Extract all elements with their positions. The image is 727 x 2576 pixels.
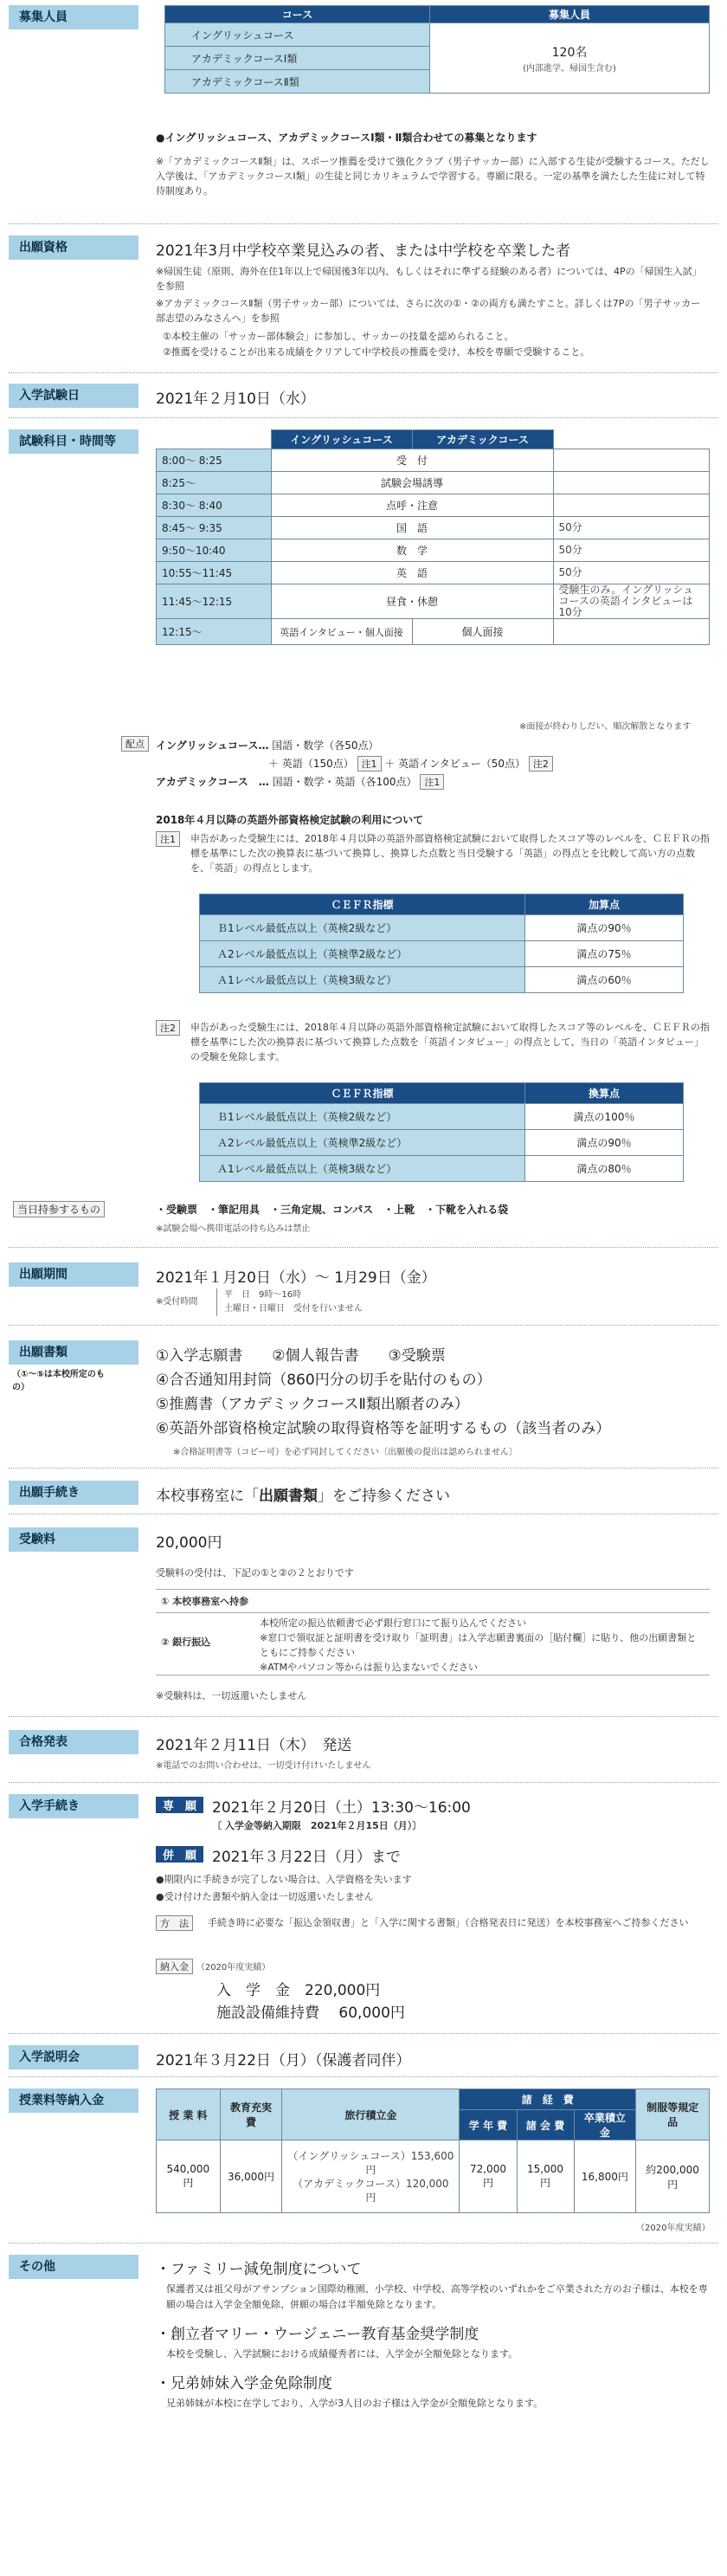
- scoring-academic: アカデミックコース … 国語・数学・英語（各100点） 注1: [156, 774, 444, 790]
- cefr-level: Ａ2レベル最低点以上（英検準2級など）: [200, 1130, 525, 1156]
- qualification-main: 2021年3月中学校卒業見込みの者、または中学校を卒業した者: [156, 242, 571, 260]
- procedure-text: 本校事務室に「出願書類」をご持参ください: [156, 1488, 450, 1505]
- schedule-activity: 受 付: [271, 449, 553, 472]
- schedule-activity: 昼食・休憩: [271, 584, 553, 619]
- col-course: コース: [165, 6, 430, 23]
- exclusive-pill: 専 願: [156, 1797, 203, 1813]
- schedule-time: 8:00〜 8:25: [157, 449, 272, 472]
- reception-hours: 平 日 9時〜16時 土曜日・日曜日 受付を行いません: [216, 1288, 363, 1316]
- recruit-note: ※「アカデミックコースⅡ類」は、スポーツ推薦を受けて強化クラブ（男子サッカー部）に入部する生徒が受験するコース。ただし入学後は、「アカデミックコースⅠ類」の生徒と同じカリキュラムで学習する。専願に限る。一定の基準を満たした生徒に対して特待制度あり。: [156, 156, 710, 197]
- bring-note: ※試験会場へ携帯電話の持ち込みは禁止: [156, 1224, 311, 1234]
- schedule-note: ※面接が終わりしだい、順次解散となります: [519, 722, 692, 732]
- cefr-level: Ｂ1レベル最低点以上（英検2級など）: [200, 1104, 525, 1130]
- enroll-bullet-1: ●期限内に手続きが完了しない場合は、入学資格を失います: [156, 1874, 412, 1885]
- cefr-head-converted: 換算点: [525, 1083, 684, 1104]
- cefr-table-1: [199, 894, 684, 993]
- reception-hours-label: ※受付時間: [156, 1297, 198, 1307]
- tuition-value: 15,000円: [517, 2140, 574, 2213]
- schedule-duration: [553, 494, 710, 517]
- tuition-subhead: 学 年 費: [460, 2110, 517, 2140]
- schedule-duration: [553, 449, 710, 472]
- bring-items: ・受験票 ・筆記用具 ・三角定規、コンパス ・上靴 ・下靴を入れる袋: [156, 1204, 509, 1216]
- concurrent-pill: 併 願: [156, 1846, 203, 1863]
- schedule-time: 8:45〜 9:35: [157, 517, 272, 539]
- schedule-duration: 50分: [553, 517, 710, 539]
- course-academic-1: アカデミックコースⅠ類: [165, 47, 430, 70]
- schedule-activity: 数 学: [271, 539, 553, 562]
- payment-deadline: 〔 入学金等納入期限 2021年２月15日（月）〕: [212, 1820, 422, 1831]
- tuition-subhead: 諸 会 費: [517, 2110, 574, 2140]
- schedule-time: 9:50〜10:40: [157, 539, 272, 562]
- payment-year: （2020年度実績）: [196, 1963, 271, 1972]
- note-1-tag: 注1: [156, 831, 180, 847]
- qualification-note-2: ※アカデミックコースⅡ類（男子サッカー部）については、さらに次の①・②の両方も満たすこと。詳しくは7Pの「男子サッカー部志望のみなさんへ」を参照: [156, 298, 701, 324]
- course-english: イングリッシュコース: [165, 23, 430, 47]
- cefr-score: 満点の80％: [525, 1156, 684, 1182]
- fee-note: ※受験料は、一切返還いたしません: [156, 1690, 307, 1701]
- qualification-note-1: ※帰国生徒（原則、海外在住1年以上で帰国後3年以内、もしくはそれに準ずる経験のある者）については、4Pの「帰国生入試」を参照: [156, 266, 702, 292]
- schedule-duration: 50分: [553, 539, 710, 562]
- cefr-paragraph-2: 申告があった受験生には、2018年４月以降の英語外部資格検定試験において取得したスコア等のレベルを、ＣＥＦＲの指標を基準にした次の換算表に基づいて換算した点数を「英語インタビュー」の得点として、当日の「英語インタビュー」の受験を免除します。: [190, 1022, 710, 1062]
- schedule-academic-interview: 個人面接: [412, 619, 553, 645]
- section-label-recruit: 募集人員: [9, 5, 138, 29]
- schedule-head-english: イングリッシュコース: [271, 430, 412, 449]
- schedule-activity: 国 語: [271, 517, 553, 539]
- cefr-head: ＣＥＦＲ指標: [200, 894, 525, 915]
- scoring-tag: 配点: [121, 736, 149, 752]
- section-label-fee: 受験料: [9, 1527, 138, 1552]
- tuition-head: 教育充実費: [220, 2089, 282, 2140]
- schedule-duration: 受験生のみ。イングリッシュコースの英語インタビューは10分: [553, 584, 710, 619]
- exam-fee: 20,000円: [156, 1534, 222, 1552]
- tuition-value: 72,000円: [460, 2140, 517, 2213]
- method-text: 手続き時に必要な「振込金領収書」と「入学に関する書類」（合格発表日に発送）を本校事務室へご持参ください: [208, 1917, 689, 1928]
- section-label-briefing: 入学説明会: [9, 2045, 138, 2069]
- fee-description: 受験料の受付は、下記の①と②の２とおりです: [156, 1567, 354, 1579]
- col-count: 募集人員: [430, 6, 710, 23]
- cefr-title: 2018年４月以降の英語外部資格検定試験の利用について: [156, 814, 424, 826]
- section-label-result: 合格発表: [9, 1730, 138, 1754]
- concurrent-date: 2021年３月22日（月）まで: [212, 1849, 401, 1866]
- cefr-score: 満点の90％: [525, 1130, 684, 1156]
- cefr-paragraph-1: 申告があった受験生には、2018年４月以降の英語外部資格検定試験において取得したスコア等のレベルを、ＣＥＦＲの指標を基準にした次の換算表に基づいて換算し、換算した点数と当日受験する「英語」の得点とを比較して高い方の点数を、「英語」の得点とします。: [190, 833, 710, 874]
- schedule-time: 10:55〜11:45: [157, 562, 272, 584]
- docs-list: ①入学志願書 ②個人報告書 ③受験票 ④合否通知用封筒（860円分の切手を貼付のもの） ⑤推薦書（アカデミックコースⅡ類出願者のみ） ⑥英語外部資格検定試験の取得資格等を証明するもの（該当者のみ）: [156, 1347, 611, 1437]
- section-label-docs: 出願書類: [9, 1340, 138, 1365]
- section-label-exam-date: 入学試験日: [9, 384, 138, 408]
- tuition-head: 制服等規定品: [636, 2089, 710, 2140]
- tuition-head: 授 業 料: [157, 2089, 221, 2140]
- schedule-time: 12:15〜: [157, 619, 272, 645]
- cefr-score: 満点の60％: [525, 967, 684, 993]
- recruit-table: [164, 5, 710, 94]
- note-2-tag: 注2: [156, 1020, 180, 1036]
- scoring-english: イングリッシュコース… 国語・数学（各50点）: [156, 739, 379, 752]
- section-label-procedure: 出願手続き: [9, 1481, 138, 1505]
- section-label-enrollment: 入学手続き: [9, 1794, 138, 1818]
- section-label-schedule: 試験科目・時間等: [9, 429, 138, 454]
- cefr-head: ＣＥＦＲ指標: [200, 1083, 525, 1104]
- fee-option-2: ② 銀行振込 本校所定の振込依頼書で必ず銀行窓口にて振り込んでください ※窓口で領収証と証明書を受け取り「証明書」は入学志願書裏面の［貼付欄］に貼り、他の出願書類とともにご持参ください ※ATMやパソコン等からは振り込まないでください: [156, 1612, 710, 1675]
- tuition-head: 諸 経 費: [460, 2089, 636, 2110]
- qualification-note-3: ①本校主催の「サッカー部体験会」に参加し、サッカーの技量を認められること。: [163, 331, 514, 342]
- schedule-activity: 英 語: [271, 562, 553, 584]
- cefr-level: Ｂ1レベル最低点以上（英検2級など）: [200, 915, 525, 941]
- tuition-value: 540,000円: [157, 2140, 221, 2213]
- schedule-english-interview: 英語インタビュー・個人面接: [271, 619, 412, 645]
- exclusive-date: 2021年２月20日（土）13:30〜16:00: [212, 1799, 471, 1817]
- tuition-table: [156, 2089, 710, 2213]
- exam-date: 2021年２月10日（水）: [156, 391, 315, 408]
- enroll-bullet-2: ●受け付けた書類や納入金は一切返還いたしません: [156, 1891, 374, 1902]
- payment-amounts: 入 学 金 220,000円 施設設備維持費 60,000円: [216, 1982, 405, 2022]
- section-label-bring: 当日持参するもの: [13, 1201, 105, 1217]
- tuition-note: （2020年度実績）: [636, 2224, 711, 2233]
- docs-note: ※合格証明書等（コピー可）を必ず同封してください〔出願後の提出は認められません〕: [173, 1448, 518, 1457]
- cefr-head-bonus: 加算点: [525, 894, 684, 915]
- docs-subnote: （①〜⑤は本校所定のもの）: [12, 1370, 105, 1392]
- recruit-count: 120名 (内部進学、帰国生含む): [430, 23, 710, 94]
- schedule-activity: 試験会場誘導: [271, 472, 553, 494]
- tuition-subhead: 卒業積立金: [574, 2110, 636, 2140]
- scoring-english-2: ＋ 英語（150点） 注1 ＋ 英語インタビュー（50点） 注2: [268, 756, 553, 772]
- section-label-period: 出願期間: [9, 1262, 138, 1287]
- tuition-value: 36,000円: [220, 2140, 282, 2213]
- method-tag: 方 法: [156, 1915, 193, 1931]
- cefr-level: Ａ1レベル最低点以上（英検3級など）: [200, 967, 525, 993]
- schedule-head-academic: アカデミックコース: [412, 430, 553, 449]
- cefr-score: 満点の90％: [525, 915, 684, 941]
- fee-option-1: ① 本校事務室へ持参: [156, 1589, 710, 1613]
- payment-tag: 納入金: [156, 1959, 193, 1974]
- tuition-value: 約200,000円: [636, 2140, 710, 2213]
- cefr-score: 満点の100％: [525, 1104, 684, 1130]
- schedule-table: [156, 429, 710, 645]
- cefr-table-2: [199, 1082, 684, 1182]
- tuition-head: 旅行積立金: [282, 2089, 460, 2140]
- cefr-score: 満点の75％: [525, 941, 684, 967]
- result-note: ※電話でのお問い合わせは、一切受け付けいたしません: [156, 1761, 371, 1771]
- qualification-note-4: ②推薦を受けることが出来る成績をクリアして中学校長の推薦を受け、本校を専願で受験すること。: [163, 346, 590, 358]
- recruit-bullet: ●イングリッシュコース、アカデミックコースⅠ類・Ⅱ類合わせての募集となります: [156, 132, 537, 144]
- schedule-time: 8:25〜: [157, 472, 272, 494]
- application-period: 2021年１月20日（水）〜 1月29日（金）: [156, 1269, 436, 1287]
- cefr-level: Ａ1レベル最低点以上（英検3級など）: [200, 1156, 525, 1182]
- course-academic-2: アカデミックコースⅡ類: [165, 70, 430, 94]
- schedule-activity: 点呼・注意: [271, 494, 553, 517]
- schedule-duration: 50分: [553, 562, 710, 584]
- schedule-time: 11:45〜12:15: [157, 584, 272, 619]
- schedule-time: 8:30〜 8:40: [157, 494, 272, 517]
- section-label-other: その他: [9, 2255, 138, 2279]
- schedule-duration: [553, 472, 710, 494]
- tuition-travel: （イングリッシュコース）153,600円 （アカデミックコース）120,000円: [282, 2140, 460, 2213]
- other-list: ・ファミリー減免制度について 保護者又は祖父母がアサンプション国際幼稚園、小学校、中学校、高等学校のいずれかをご卒業された方のお子様は、本校を専願の場合は入学金全額免除、併願の場合は半額免除となります。 ・創立者マリー・ウージェニー教育基金奨学制度 本校を受験し、入学試験における成績優秀者には、入学金が全額免除となります。 ・兄弟姉妹入学金免除制度 兄弟姉妹が本校に在学しており、入学が3人目のお子様は入学金が全額免除となります。: [156, 2261, 708, 2409]
- section-label-tuition: 授業料等納入金: [9, 2089, 138, 2113]
- cefr-level: Ａ2レベル最低点以上（英検準2級など）: [200, 941, 525, 967]
- briefing-date: 2021年３月22日（月）（保護者同伴）: [156, 2052, 411, 2069]
- result-date: 2021年２月11日（木） 発送: [156, 1737, 352, 1754]
- section-label-qualification: 出願資格: [9, 236, 138, 260]
- tuition-value: 16,800円: [574, 2140, 636, 2213]
